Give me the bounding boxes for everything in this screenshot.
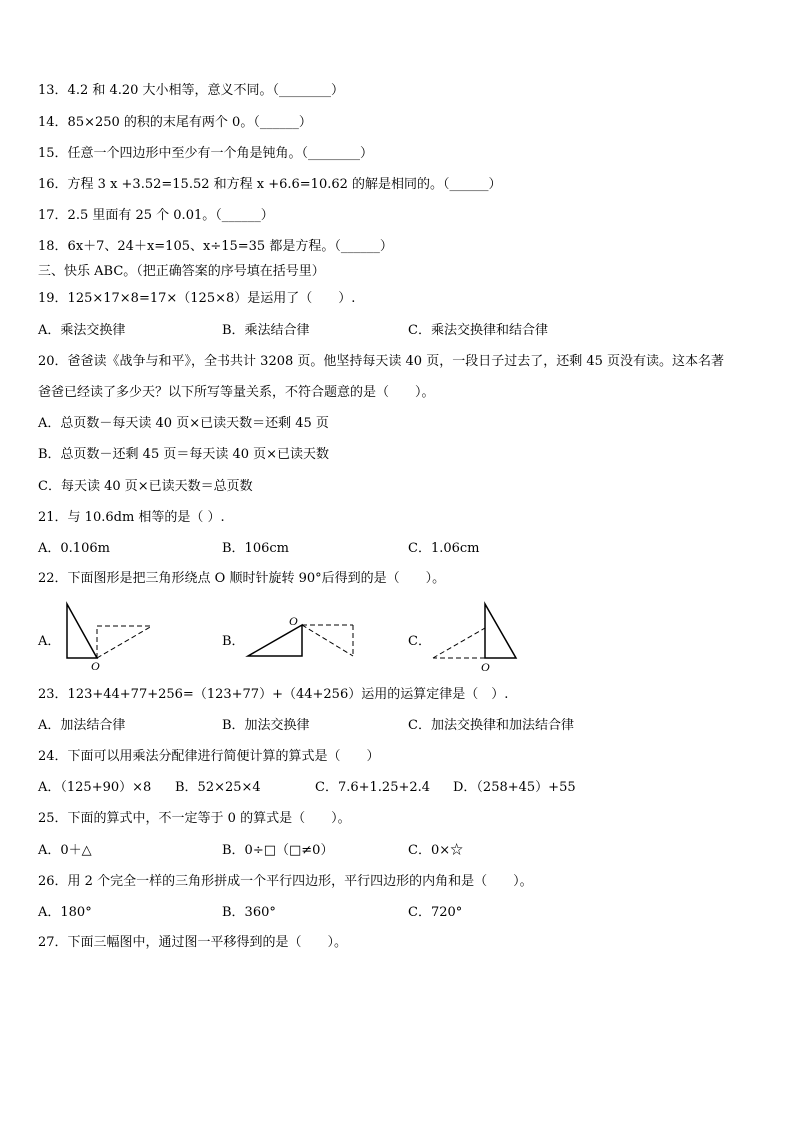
q25-option-c: C．0×☆ [408,843,464,858]
q26-option-b: B．360° [222,905,276,920]
q25-option-a: A．0＋△ [38,843,92,858]
q26-option-c: C．720° [408,905,463,920]
q23-option-b: B．加法交换律 [222,718,310,733]
q20-option-c: C．每天读 40 页×已读天数＝总页数 [38,479,253,494]
q22-option-c-label: C． [408,634,431,649]
q22-a-point-o: O [91,659,100,673]
q25: 25．下面的算式中，不一定等于 0 的算式是（ ）。 [38,811,351,826]
q21-option-c: C．1.06cm [408,541,480,556]
q25-option-b: B．0÷□（□≠0） [222,843,334,858]
q21: 21．与 10.6dm 相等的是（ ）. [38,510,225,525]
q24-option-c: C．7.6+1.25+2.4 [315,780,431,795]
q22-figure-b [245,612,360,660]
q22-b-point-o: O [289,614,298,628]
q19-option-a: A．乘法交换律 [38,323,126,338]
q22-figure-a [60,600,160,672]
q21-option-a: A．0.106m [38,541,110,556]
q22-figure-c [430,600,525,672]
section-3-heading: 三、快乐 ABC。（把正确答案的序号填在括号里） [38,264,325,279]
q19-option-b: B．乘法结合律 [222,323,310,338]
q24-option-b: B．52×25×4 [175,780,261,795]
q20-option-b: B．总页数－还剩 45 页＝每天读 40 页×已读天数 [38,447,330,462]
q22-option-a-label: A． [38,634,61,649]
q24-option-d: D．（258+45）+55 [453,780,576,795]
q24: 24．下面可以用乘法分配律进行简便计算的算式是（ ） [38,749,380,764]
q15: 15．任意一个四边形中至少有一个角是钝角。（________） [38,146,374,161]
q13: 13．4.2 和 4.20 大小相等，意义不同。（________） [38,83,345,98]
q23-option-c: C．加法交换律和加法结合律 [408,718,574,733]
q14: 14．85×250 的积的末尾有两个 0。（______） [38,115,312,130]
q22: 22．下面图形是把三角形绕点 O 顺时针旋转 90°后得到的是（ ）。 [38,571,446,586]
q23-option-a: A．加法结合律 [38,718,126,733]
q26: 26．用 2 个完全一样的三角形拼成一个平行四边形，平行四边形的内角和是（ ）。 [38,874,533,889]
q22-c-point-o: O [481,660,490,674]
q19: 19．125×17×8=17×（125×8）是运用了（ ）. [38,291,356,306]
q22-option-b-label: B． [222,634,245,649]
q24-option-a: A．（125+90）×8 [38,780,152,795]
q26-option-a: A．180° [38,905,92,920]
q19-option-c: C．乘法交换律和结合律 [408,323,548,338]
q23: 23．123+44+77+256=（123+77）+（44+256）运用的运算定律是（ ）. [38,687,509,702]
q20-line2: 爸爸已经读了多少天？以下所写等量关系，不符合题意的是（ ）。 [38,385,435,400]
q21-option-b: B．106cm [222,541,289,556]
q27: 27．下面三幅图中，通过图一平移得到的是（ ）。 [38,935,348,950]
q18: 18．6x＋7、24＋x=105、x÷15=35 都是方程。（______） [38,239,393,254]
q20-option-a: A．总页数－每天读 40 页×已读天数＝还剩 45 页 [38,416,329,431]
q20-line1: 20．爸爸读《战争与和平》，全书共计 3208 页。他坚持每天读 40 页，一段日子过去了，还剩 45 页没有读。这本名著 [38,354,725,369]
q17: 17．2.5 里面有 25 个 0.01。（______） [38,208,274,223]
q16: 16．方程 3 x +3.52=15.52 和方程 x +6.6=10.62 的解是相同的。（______） [38,177,502,192]
